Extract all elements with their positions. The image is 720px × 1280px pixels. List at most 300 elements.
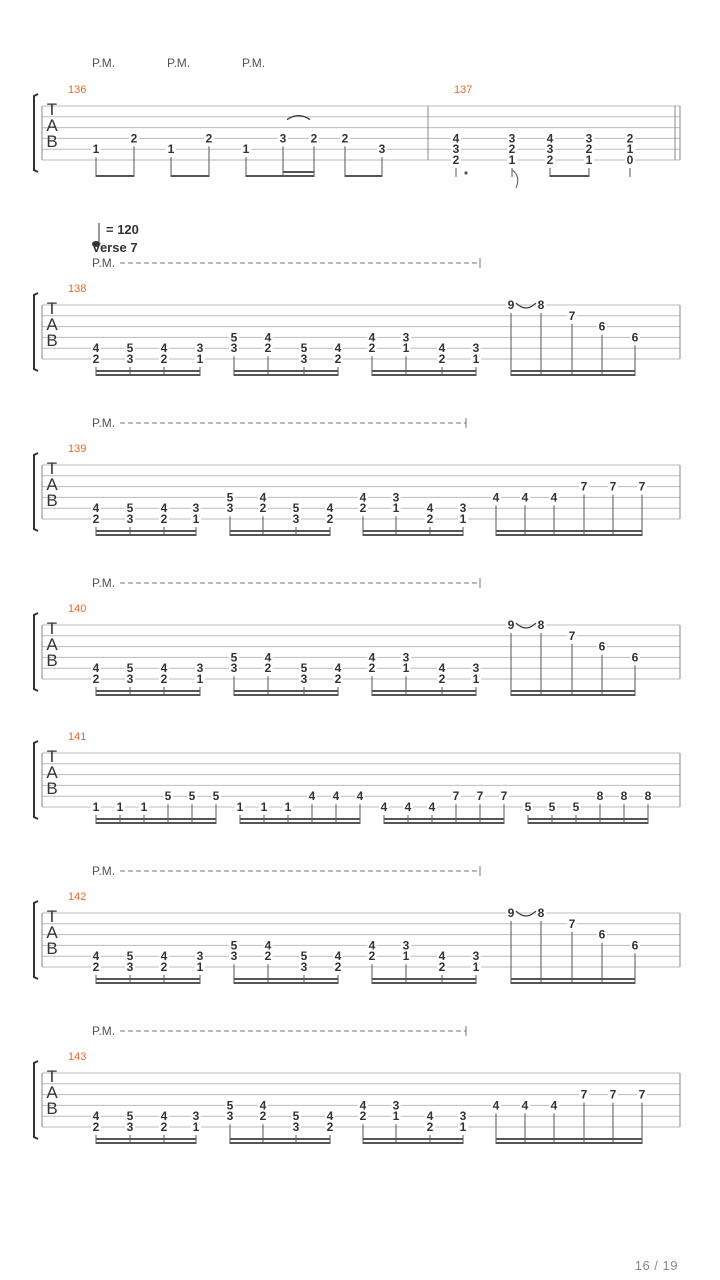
fret-number: 0 — [626, 153, 634, 167]
fret-number: 1 — [242, 142, 250, 157]
tab-clef-letter: B — [46, 651, 58, 670]
fret-number: 3 — [402, 938, 410, 953]
fret-number: 6 — [598, 639, 606, 654]
fret-number: 2 — [160, 1120, 168, 1134]
fret-number: 4 — [452, 131, 460, 146]
fret-number: 4 — [334, 661, 342, 676]
fret-number: 4 — [160, 949, 168, 964]
note-beam — [511, 694, 635, 696]
note-beam — [96, 690, 200, 692]
note-beam — [528, 822, 648, 824]
fret-number: 2 — [160, 352, 168, 366]
fret-number: 3 — [472, 661, 480, 676]
fret-number: 7 — [476, 789, 484, 804]
fret-number: 4 — [92, 1109, 100, 1124]
note-beam — [496, 1142, 642, 1144]
fret-number: 7 — [568, 308, 576, 323]
fret-number: 1 — [116, 800, 124, 814]
fret-number: 8 — [644, 789, 652, 804]
measure-number: 142 — [68, 891, 87, 903]
section-label: Verse 7 — [92, 240, 138, 255]
note-beam — [234, 374, 338, 376]
measure-number: 141 — [68, 731, 87, 743]
note-beam — [234, 982, 338, 984]
palm-mute-label: P.M. — [92, 56, 116, 70]
fret-number: 3 — [230, 341, 238, 356]
fret-number: 5 — [292, 1109, 300, 1124]
fret-number: 3 — [230, 661, 238, 676]
note-beam — [363, 1142, 463, 1144]
fret-number: 4 — [334, 341, 342, 356]
system-bracket — [34, 741, 38, 819]
note-beam — [230, 1138, 330, 1140]
fret-number: 3 — [126, 1120, 134, 1134]
fret-number: 3 — [402, 650, 410, 665]
fret-number: 4 — [426, 1109, 434, 1124]
fret-number: 3 — [300, 352, 308, 366]
fret-number: 2 — [438, 352, 446, 366]
fret-number: 8 — [596, 789, 604, 804]
fret-number: 7 — [452, 789, 460, 804]
note-beam — [496, 1138, 642, 1140]
fret-number: 2 — [92, 672, 100, 686]
measure-number: 143 — [68, 1051, 87, 1063]
fret-number: 5 — [300, 949, 308, 964]
fret-number: 2 — [585, 142, 593, 157]
tab-clef-letter: T — [46, 747, 58, 766]
fret-number: 2 — [264, 661, 272, 676]
fret-number: 4 — [92, 949, 100, 964]
fret-number: 7 — [638, 479, 646, 494]
fret-number: 3 — [192, 501, 200, 516]
fret-number: 4 — [359, 1098, 367, 1113]
fret-number: 2 — [508, 142, 516, 157]
system-bracket — [34, 901, 38, 979]
fret-number: 2 — [160, 960, 168, 974]
fret-number: 5 — [226, 490, 234, 505]
fret-number: 5 — [164, 789, 172, 804]
palm-mute-label: P.M. — [92, 1024, 116, 1038]
fret-number: 1 — [626, 142, 634, 157]
fret-number: 3 — [196, 661, 204, 676]
fret-number: 3 — [378, 142, 386, 157]
fret-number: 2 — [310, 131, 318, 146]
fret-number: 7 — [580, 479, 588, 494]
fret-number: 3 — [126, 672, 134, 686]
fret-number: 9 — [507, 906, 515, 920]
note-beam — [96, 530, 196, 532]
note-beam — [384, 818, 504, 820]
fret-number: 4 — [264, 330, 272, 345]
fret-number: 6 — [631, 938, 639, 953]
fret-number: 2 — [368, 341, 376, 356]
fret-number: 1 — [508, 153, 516, 167]
note-beam — [96, 370, 200, 372]
fret-number: 3 — [230, 949, 238, 964]
fret-number: 8 — [620, 789, 628, 804]
fret-number: 2 — [92, 352, 100, 366]
fret-number: 1 — [92, 800, 100, 814]
note-beam — [96, 982, 200, 984]
measure-number: 139 — [68, 443, 87, 455]
fret-number: 1 — [472, 960, 480, 974]
fret-number: 4 — [326, 1109, 334, 1124]
fret-number: 5 — [126, 949, 134, 964]
fret-number: 1 — [196, 352, 204, 366]
fret-number: 4 — [334, 949, 342, 964]
fret-number: 4 — [426, 501, 434, 516]
fret-number: 5 — [572, 800, 580, 814]
fret-number: 4 — [332, 789, 340, 804]
note-beam — [511, 690, 635, 692]
fret-number: 7 — [609, 1087, 617, 1102]
fret-number: 4 — [368, 938, 376, 953]
fret-number: 5 — [524, 800, 532, 814]
fret-number: 2 — [438, 672, 446, 686]
fret-number: 1 — [196, 960, 204, 974]
fret-number: 3 — [300, 960, 308, 974]
fret-number: 2 — [426, 1120, 434, 1134]
note-beam — [234, 978, 338, 980]
fret-number: 3 — [459, 1109, 467, 1124]
palm-mute-label: P.M. — [92, 256, 116, 270]
tab-clef-letter: B — [46, 491, 58, 510]
fret-number: 4 — [92, 501, 100, 516]
fret-number: 4 — [308, 789, 316, 804]
palm-mute-label: P.M. — [92, 416, 116, 430]
tab-clef-letter: A — [46, 635, 58, 654]
note-beam — [372, 370, 476, 372]
fret-number: 2 — [368, 949, 376, 964]
tab-clef-letter: A — [46, 763, 58, 782]
note-beam — [511, 370, 635, 372]
fret-number: 4 — [92, 661, 100, 676]
fret-number: 5 — [230, 650, 238, 665]
note-beam — [511, 982, 635, 984]
tab-clef-letter: B — [46, 331, 58, 350]
page-number: 16 / 19 — [634, 1258, 678, 1273]
fret-number: 3 — [126, 512, 134, 526]
fret-number: 1 — [585, 153, 593, 167]
note-beam — [96, 822, 216, 824]
note-beam — [511, 978, 635, 980]
fret-number: 2 — [92, 1120, 100, 1134]
note-beam — [496, 530, 642, 532]
tempo-value: = 120 — [106, 222, 139, 237]
fret-number: 3 — [196, 341, 204, 356]
fret-number: 1 — [192, 1120, 200, 1134]
fret-number: 8 — [537, 906, 545, 920]
fret-number: 3 — [392, 490, 400, 505]
fret-number: 4 — [92, 341, 100, 356]
fret-number: 1 — [284, 800, 292, 814]
fret-number: 5 — [548, 800, 556, 814]
system-bracket — [34, 1061, 38, 1139]
fret-number: 2 — [259, 501, 267, 516]
fret-number: 5 — [126, 1109, 134, 1124]
fret-number: 2 — [359, 1109, 367, 1124]
fret-number: 9 — [507, 298, 515, 312]
note-beam — [511, 374, 635, 376]
fret-number: 5 — [126, 501, 134, 516]
fret-number: 8 — [537, 618, 545, 632]
tab-clef-letter: B — [46, 1099, 58, 1118]
system-bracket — [34, 293, 38, 371]
note-beam — [230, 534, 330, 536]
palm-mute-label: P.M. — [242, 56, 266, 70]
fret-number: 9 — [507, 618, 515, 632]
fret-number: 2 — [334, 960, 342, 974]
tab-clef-letter: T — [46, 1067, 58, 1086]
fret-number: 5 — [212, 789, 220, 804]
fret-number: 7 — [609, 479, 617, 494]
fret-number: 1 — [392, 1109, 400, 1124]
fret-number: 2 — [264, 341, 272, 356]
tab-clef-letter: T — [46, 907, 58, 926]
fret-number: 1 — [459, 1120, 467, 1134]
note-beam — [96, 818, 216, 820]
fret-number: 4 — [368, 330, 376, 345]
fret-number: 2 — [326, 1120, 334, 1134]
fret-number: 7 — [638, 1087, 646, 1102]
note-beam — [550, 175, 589, 177]
tab-clef-letter: A — [46, 1083, 58, 1102]
fret-number: 4 — [368, 650, 376, 665]
fret-number: 4 — [546, 131, 554, 146]
fret-number: 2 — [368, 661, 376, 676]
fret-number: 2 — [438, 960, 446, 974]
fret-number: 1 — [459, 512, 467, 526]
fret-number: 2 — [160, 512, 168, 526]
note-beam — [363, 534, 463, 536]
measure-number: 140 — [68, 603, 87, 615]
tab-clef-letter: T — [46, 100, 58, 119]
fret-number: 7 — [568, 916, 576, 931]
fret-number: 4 — [160, 341, 168, 356]
fret-number: 5 — [188, 789, 196, 804]
staff-system — [34, 741, 680, 824]
note-beam — [240, 822, 360, 824]
fret-number: 6 — [631, 330, 639, 345]
fret-number: 4 — [521, 490, 529, 505]
note-beam — [372, 978, 476, 980]
note-beam — [345, 175, 382, 177]
fret-number: 4 — [380, 800, 388, 814]
fret-number: 2 — [326, 512, 334, 526]
note-flag — [512, 170, 518, 188]
note-beam — [372, 982, 476, 984]
fret-number: 3 — [392, 1098, 400, 1113]
measure-number: 137 — [454, 84, 473, 96]
fret-number: 3 — [459, 501, 467, 516]
measure-number: 136 — [68, 84, 87, 96]
fret-number: 1 — [392, 501, 400, 516]
fret-number: 3 — [292, 1120, 300, 1134]
tab-clef-letter: B — [46, 132, 58, 151]
fret-number: 5 — [230, 330, 238, 345]
fret-number: 6 — [631, 650, 639, 665]
fret-number: 1 — [472, 672, 480, 686]
palm-mute-label: P.M. — [92, 864, 116, 878]
fret-number: 8 — [537, 298, 545, 312]
tab-clef-letter: A — [46, 116, 58, 135]
note-beam — [372, 690, 476, 692]
fret-number: 4 — [160, 1109, 168, 1124]
fret-number: 4 — [356, 789, 364, 804]
fret-number: 5 — [230, 938, 238, 953]
note-beam — [363, 1138, 463, 1140]
fret-number: 4 — [492, 490, 500, 505]
note-beam — [96, 694, 200, 696]
fret-number: 4 — [438, 661, 446, 676]
note-beam — [96, 374, 200, 376]
tab-clef-letter: A — [46, 923, 58, 942]
fret-number: 5 — [226, 1098, 234, 1113]
note-beam — [240, 818, 360, 820]
fret-number: 5 — [300, 341, 308, 356]
fret-number: 3 — [472, 949, 480, 964]
note-beam — [372, 694, 476, 696]
fret-number: 2 — [160, 672, 168, 686]
measure-number: 138 — [68, 283, 87, 295]
fret-number: 4 — [160, 661, 168, 676]
fret-number: 6 — [598, 927, 606, 942]
fret-number: 2 — [452, 153, 460, 167]
fret-number: 3 — [279, 131, 287, 146]
fret-number: 4 — [359, 490, 367, 505]
fret-number: 2 — [334, 352, 342, 366]
note-beam — [230, 530, 330, 532]
fret-number: 1 — [472, 352, 480, 366]
fret-number: 4 — [160, 501, 168, 516]
dot-mark — [464, 171, 467, 174]
note-beam — [230, 1142, 330, 1144]
fret-number: 3 — [126, 352, 134, 366]
palm-mute-label: P.M. — [167, 56, 191, 70]
fret-number: 2 — [264, 949, 272, 964]
fret-number: 1 — [167, 142, 175, 157]
fret-number: 3 — [472, 341, 480, 356]
fret-number: 2 — [546, 153, 554, 167]
tab-clef-letter: T — [46, 299, 58, 318]
fret-number: 2 — [341, 131, 349, 146]
fret-number: 2 — [92, 512, 100, 526]
note-beam — [528, 818, 648, 820]
fret-number: 1 — [192, 512, 200, 526]
fret-number: 5 — [126, 341, 134, 356]
fret-number: 1 — [196, 672, 204, 686]
slur-arc — [287, 116, 310, 120]
note-beam — [234, 370, 338, 372]
fret-number: 3 — [508, 131, 516, 146]
fret-number: 3 — [226, 1109, 234, 1124]
fret-number: 4 — [550, 1098, 558, 1113]
system-bracket — [34, 613, 38, 691]
fret-number: 4 — [438, 949, 446, 964]
fret-number: 1 — [92, 142, 100, 157]
note-beam — [234, 694, 338, 696]
fret-number: 4 — [259, 490, 267, 505]
note-beam — [171, 175, 209, 177]
note-beam — [96, 978, 200, 980]
fret-number: 4 — [492, 1098, 500, 1113]
fret-number: 3 — [226, 501, 234, 516]
tab-clef-letter: T — [46, 459, 58, 478]
fret-number: 1 — [140, 800, 148, 814]
palm-mute-label: P.M. — [92, 576, 116, 590]
fret-number: 1 — [236, 800, 244, 814]
fret-number: 4 — [326, 501, 334, 516]
note-beam — [96, 175, 134, 177]
fret-number: 2 — [626, 131, 634, 146]
fret-number: 2 — [426, 512, 434, 526]
fret-number: 1 — [402, 949, 410, 964]
tab-clef-letter: A — [46, 475, 58, 494]
fret-number: 5 — [300, 661, 308, 676]
fret-number: 3 — [452, 142, 460, 157]
fret-number: 7 — [580, 1087, 588, 1102]
fret-number: 7 — [568, 628, 576, 643]
tab-clef-letter: A — [46, 315, 58, 334]
fret-number: 4 — [428, 800, 436, 814]
note-beam — [496, 534, 642, 536]
fret-number: 5 — [126, 661, 134, 676]
fret-number: 3 — [300, 672, 308, 686]
fret-number: 4 — [550, 490, 558, 505]
note-beam — [283, 171, 314, 173]
fret-number: 4 — [521, 1098, 529, 1113]
fret-number: 4 — [264, 650, 272, 665]
fret-number: 3 — [402, 330, 410, 345]
fret-number: 4 — [264, 938, 272, 953]
note-beam — [372, 374, 476, 376]
fret-number: 5 — [292, 501, 300, 516]
system-bracket — [34, 453, 38, 531]
fret-number: 3 — [546, 142, 554, 157]
note-beam — [96, 1142, 196, 1144]
note-beam — [384, 822, 504, 824]
fret-number: 4 — [259, 1098, 267, 1113]
fret-number: 7 — [500, 789, 508, 804]
note-beam — [234, 690, 338, 692]
fret-number: 2 — [130, 131, 138, 146]
fret-number: 4 — [438, 341, 446, 356]
fret-number: 1 — [402, 661, 410, 676]
fret-number: 2 — [92, 960, 100, 974]
note-beam — [96, 534, 196, 536]
tab-clef-letter: B — [46, 939, 58, 958]
note-beam — [363, 530, 463, 532]
fret-number: 2 — [334, 672, 342, 686]
system-bracket — [34, 94, 38, 172]
fret-number: 1 — [260, 800, 268, 814]
fret-number: 3 — [585, 131, 593, 146]
fret-number: 3 — [292, 512, 300, 526]
note-beam — [96, 1138, 196, 1140]
fret-number: 3 — [192, 1109, 200, 1124]
fret-number: 2 — [205, 131, 213, 146]
tab-clef-letter: T — [46, 619, 58, 638]
note-beam — [246, 175, 314, 177]
fret-number: 4 — [404, 800, 412, 814]
tab-clef-letter: B — [46, 779, 58, 798]
fret-number: 1 — [402, 341, 410, 356]
fret-number: 2 — [259, 1109, 267, 1124]
fret-number: 6 — [598, 319, 606, 334]
fret-number: 2 — [359, 501, 367, 516]
fret-number: 3 — [196, 949, 204, 964]
fret-number: 3 — [126, 960, 134, 974]
